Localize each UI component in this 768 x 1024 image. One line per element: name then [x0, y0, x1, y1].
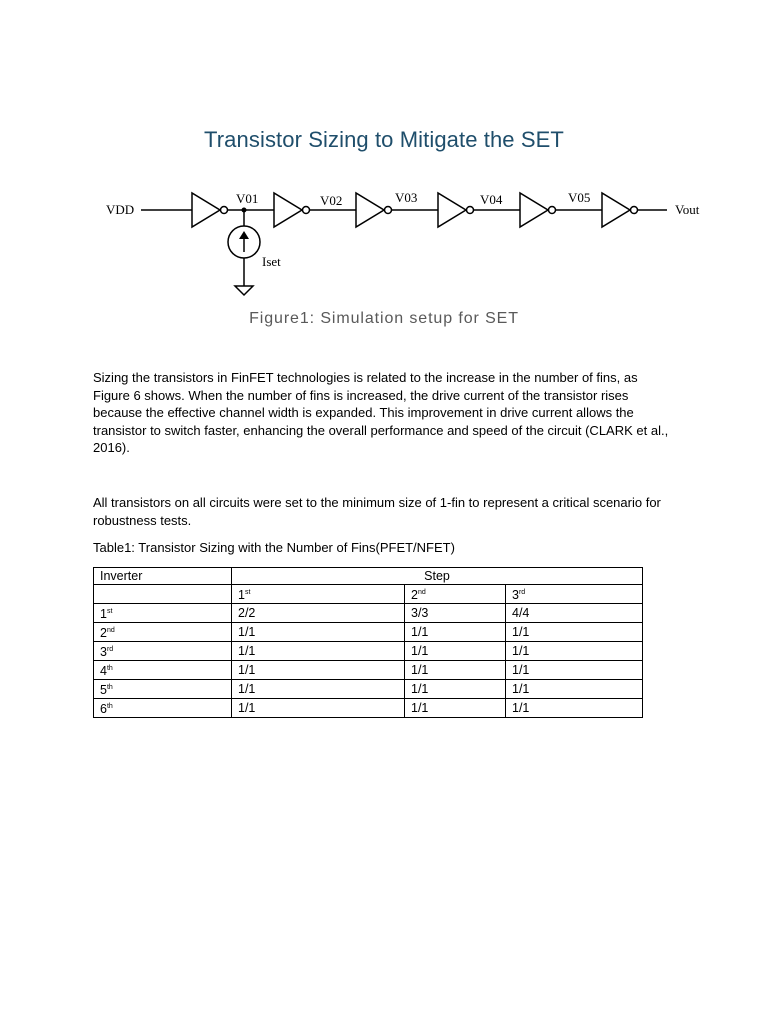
value-cell: 1/1 [232, 642, 405, 661]
vout-label: Vout [675, 202, 700, 217]
current-source-iset [228, 210, 260, 286]
value-cell: 1/1 [405, 661, 506, 680]
table-header-row [94, 568, 643, 585]
inverter-5 [520, 193, 556, 227]
value-cell: 1/1 [506, 642, 643, 661]
node-label-v03: V03 [395, 190, 418, 205]
value-cell: 1/1 [232, 680, 405, 699]
value-cell: 3/3 [405, 604, 506, 623]
inverter-cell: 3rd [94, 642, 232, 661]
sizing-table [93, 567, 643, 718]
iset-label: Iset [262, 254, 281, 269]
table-row [94, 680, 643, 699]
header-step: Step [232, 568, 643, 585]
inverter-1 [192, 193, 228, 227]
node-label-v05: V05 [568, 190, 591, 205]
table-caption: Table1: Transistor Sizing with the Number of Fins(PFET/NFET) [93, 540, 455, 555]
node-label-v02: V02 [320, 193, 343, 208]
step-header: 2nd [405, 585, 506, 604]
inverter-cell: 5th [94, 680, 232, 699]
table-row [94, 642, 643, 661]
table-row [94, 661, 643, 680]
table-row [94, 699, 643, 718]
node-label-v01: V01 [236, 191, 259, 206]
step-header: 3rd [506, 585, 643, 604]
node-label-v04: V04 [480, 192, 503, 207]
paragraph-2: All transistors on all circuits were set to the minimum size of 1-fin to represent a critical scenario for robustness tests. [93, 495, 661, 528]
inverter-6 [602, 193, 638, 227]
inverter-3 [356, 193, 392, 227]
inverter-cell: 1st [94, 604, 232, 623]
value-cell: 1/1 [506, 623, 643, 642]
step-header: 1st [232, 585, 405, 604]
value-cell: 1/1 [232, 661, 405, 680]
inverter-cell: 6th [94, 699, 232, 718]
paragraph-1: Sizing the transistors in FinFET technologies is related to the increase in the number of fins, as Figure 6 shows. When the number of fins is increased, the drive current of the transistor rises because the effective channel width is expanded. This improvement in drive current allows the transistor to switch faster, enhancing the overall performance and speed of the circuit (CLARK et al., 2016). [93, 370, 669, 455]
value-cell: 1/1 [405, 623, 506, 642]
value-cell: 1/1 [405, 699, 506, 718]
value-cell: 2/2 [232, 604, 405, 623]
value-cell: 1/1 [506, 699, 643, 718]
inverter-cell: 4th [94, 661, 232, 680]
value-cell: 1/1 [232, 699, 405, 718]
value-cell: 1/1 [405, 642, 506, 661]
ground-icon [235, 286, 253, 295]
figure-caption: Figure1: Simulation setup for SET [249, 310, 519, 327]
page-title: Transistor Sizing to Mitigate the SET [204, 127, 564, 152]
table-row [94, 623, 643, 642]
circuit-figure [100, 182, 720, 307]
table-steps-row [94, 585, 643, 604]
value-cell: 1/1 [232, 623, 405, 642]
inverter-2 [274, 193, 310, 227]
table-row [94, 604, 643, 623]
header-inverter: Inverter [94, 568, 232, 585]
value-cell: 4/4 [506, 604, 643, 623]
inverter-4 [438, 193, 474, 227]
value-cell: 1/1 [405, 680, 506, 699]
inverter-cell: 2nd [94, 623, 232, 642]
vdd-label: VDD [106, 202, 135, 217]
value-cell: 1/1 [506, 680, 643, 699]
inverter-chain-diagram [100, 182, 720, 302]
value-cell: 1/1 [506, 661, 643, 680]
